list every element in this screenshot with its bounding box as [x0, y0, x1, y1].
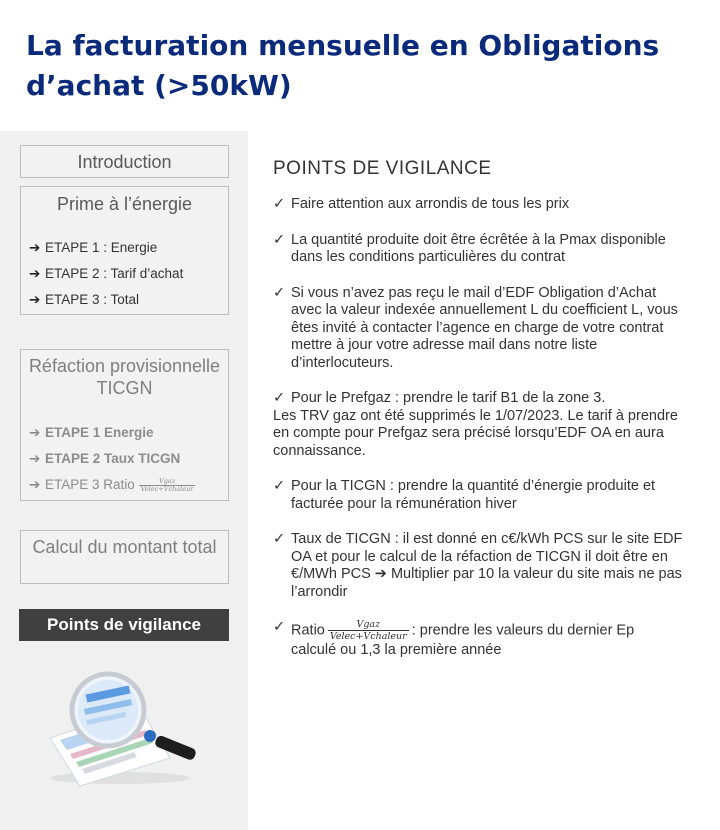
nav-calcul-label: Calcul du montant total [32, 537, 217, 557]
bullet-prefgaz [273, 390, 683, 460]
arrow-right-icon: ➔ [29, 425, 41, 440]
prime-steps [29, 235, 183, 313]
checkmark-icon: ✓ [273, 390, 286, 406]
nav-prime-title: Prime à l’énergie [56, 194, 193, 214]
bullet-text-continued: Les TRV gaz ont été supprimés le 1/07/2023. Le tarif à prendre en compte pour Prefgaz sera précisé lorsqu’EDF OA en aura connaissance. [273, 407, 678, 459]
bullet-text: Si vous n’avez pas reçu le mail d’EDF Obligation d’Achat avec la valeur indexée annuellement L du coefficient L, vous êtes invité à contacter l’agence en charge de votre contrat mettre à jour votre adresse mail dans notre liste d’interlocuteurs. [291, 284, 678, 371]
main-content [273, 158, 683, 678]
ratio-numerator: Vgaz [139, 478, 196, 486]
nav-prime-energie[interactable] [20, 186, 229, 315]
arrow-right-icon: ➔ [29, 477, 41, 492]
bullet-ticgn [273, 478, 683, 513]
bullet-text: La quantité produite doit être écrêtée à la Pmax disponible dans les conditions particulières du contrat [291, 231, 666, 265]
step-label: ETAPE 2 : Tarif d’achat [45, 266, 184, 281]
checkmark-icon: ✓ [273, 196, 286, 212]
arrow-right-icon: ➔ [29, 240, 41, 255]
refaction-steps [29, 420, 195, 498]
step-label: ETAPE 3 : Total [45, 292, 140, 307]
nav-refaction-title: Réfaction provisionnelle TICGN [28, 356, 221, 398]
nav-calcul-montant[interactable] [20, 530, 229, 584]
step-label: ETAPE 1 : Energie [45, 240, 158, 255]
bullet-text-end: : prendre les valeurs du dernier Ep calculé ou 1,3 la première année [291, 622, 635, 658]
checkmark-icon: ✓ [273, 231, 286, 248]
page-title: La facturation mensuelle en Obligations d’achat (>50kW) [26, 29, 660, 102]
bullet-text: Pour la TICGN : prendre la quantité d’énergie produite et facturée pour la rémunération hiver [291, 478, 656, 512]
nav-introduction[interactable] [20, 145, 229, 178]
ratio-fraction [328, 619, 409, 642]
ratio-denominator: Velec+Vchaleur [140, 484, 194, 493]
arrow-right-icon: ➔ [29, 451, 41, 466]
refaction-step-2[interactable] [29, 446, 195, 472]
nav-refaction-ticgn[interactable] [20, 349, 229, 501]
ratio-numerator: Vgaz [328, 619, 409, 631]
section-title: POINTS DE VIGILANCE [273, 158, 492, 179]
bullet-ratio [273, 619, 683, 660]
nav-points-vigilance-active[interactable]: Points de vigilance [19, 609, 229, 641]
ratio-denominator: Velec+Vchaleur [329, 631, 407, 642]
step-label: ETAPE 2 Taux TICGN [45, 451, 181, 466]
prime-step-3[interactable] [29, 287, 183, 313]
bullet-text: Faire attention aux arrondis de tous les prix [291, 196, 570, 212]
bullet-coefficient-l [273, 285, 683, 373]
refaction-step-3[interactable] [29, 472, 195, 498]
arrow-right-icon: ➔ [29, 292, 41, 307]
checkmark-icon: ✓ [273, 619, 286, 635]
prime-step-2[interactable] [29, 261, 183, 287]
checkmark-icon: ✓ [273, 284, 286, 301]
bullet-text: Taux de TICGN : il est donné en c€/kWh PCS sur le site EDF OA et pour le calcul de la réfaction de TICGN il doit être en €/MWh PCS [291, 531, 683, 582]
bullet-text: Ratio [291, 622, 325, 639]
prime-step-1[interactable] [29, 235, 183, 261]
nav-introduction-label: Introduction [77, 152, 172, 172]
arrow-right-icon: ➔ [29, 266, 41, 281]
checkmark-icon: ✓ [273, 531, 286, 547]
bullet-taux-ticgn [273, 531, 683, 601]
magnifier-document-icon [30, 668, 210, 788]
bullet-text: Pour le Prefgaz : prendre le tarif B1 de la zone 3. [291, 390, 606, 406]
ratio-fraction [139, 478, 196, 493]
step-label: ETAPE 3 Ratio [45, 477, 135, 492]
refaction-step-1[interactable] [29, 420, 195, 446]
bullet-pmax [273, 232, 683, 267]
checkmark-icon: ✓ [273, 478, 286, 494]
arrow-right-icon: ➔ [374, 566, 387, 582]
bullet-arrondis [273, 196, 683, 214]
step-label: ETAPE 1 Energie [45, 425, 154, 440]
bullet-text-end: Multiplier par 10 la valeur du site mais ne pas l’arrondir [291, 566, 682, 600]
